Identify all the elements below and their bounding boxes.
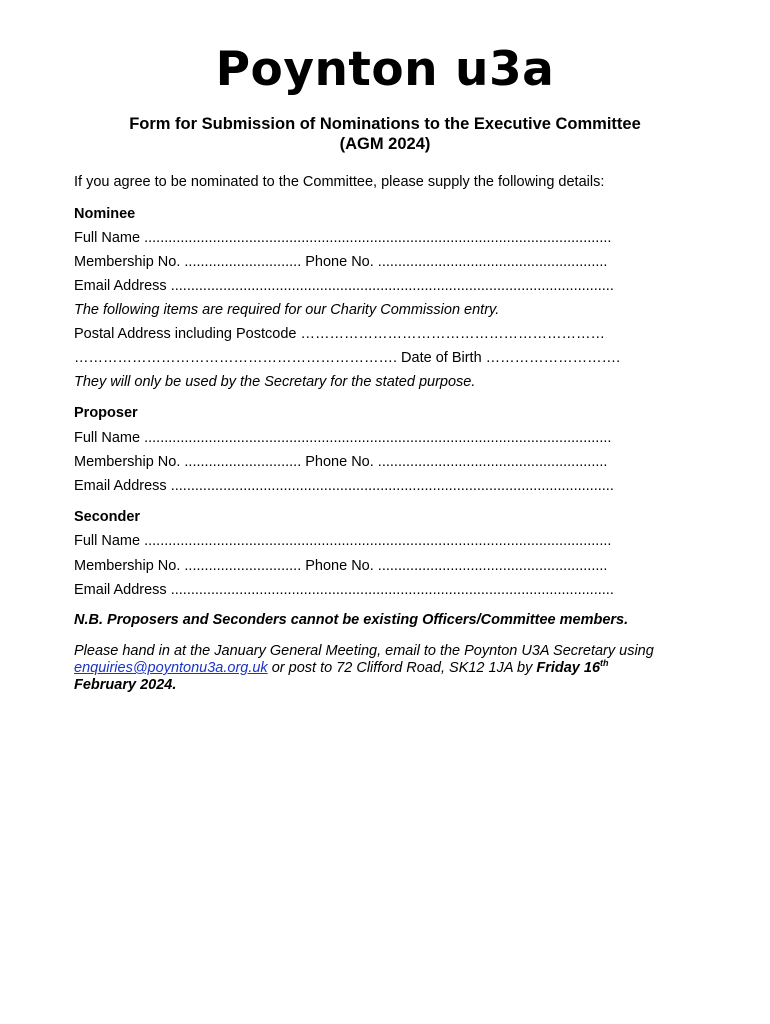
deadline-suffix: th xyxy=(600,658,609,669)
nominee-postal-address-field[interactable]: Postal Address including Postcode ……………………………………………………… xyxy=(74,326,605,342)
nominee-heading: Nominee xyxy=(74,206,136,222)
proposer-membership-phone-field[interactable]: Membership No. ............................. Phone No. ......................................................... xyxy=(74,454,608,470)
hand-in-prefix: Please hand in at the January General Meeting, email to the Poynton U3A Secretary using xyxy=(74,643,654,659)
nominee-membership-phone-field[interactable]: Membership No. ............................. Phone No. ......................................................... xyxy=(74,254,608,270)
seconder-email-field[interactable]: Email Address .............................................................................................................. xyxy=(74,582,614,598)
nb-note: N.B. Proposers and Seconders cannot be existing Officers/Committee members. xyxy=(74,612,629,628)
nominee-email-field[interactable]: Email Address .............................................................................................................. xyxy=(74,278,614,294)
secretary-email-link[interactable]: enquiries@poyntonu3a.org.uk xyxy=(74,660,268,676)
secretary-use-note: They will only be used by the Secretary for the stated purpose. xyxy=(74,374,476,390)
charity-commission-note: The following items are required for our Charity Commission entry. xyxy=(74,302,500,318)
proposer-full-name-field[interactable]: Full Name .................................................................................................................... xyxy=(74,430,612,446)
deadline-rest: February 2024. xyxy=(74,677,177,693)
hand-in-middle: or post to 72 Clifford Road, SK12 1JA by xyxy=(267,660,537,676)
seconder-membership-phone-field[interactable]: Membership No. ............................. Phone No. ......................................................... xyxy=(74,558,608,574)
proposer-heading: Proposer xyxy=(74,405,138,421)
poynton-u3a-logo: Poynton u3a xyxy=(215,42,555,97)
nominee-postal-dob-field[interactable]: …………………………………………………………. Date of Birth ………………………. xyxy=(74,350,621,366)
seconder-heading: Seconder xyxy=(74,509,141,525)
seconder-full-name-field[interactable]: Full Name .................................................................................................................... xyxy=(74,533,612,549)
proposer-email-field[interactable]: Email Address .............................................................................................................. xyxy=(74,478,614,494)
form-subtitle: (AGM 2024) xyxy=(339,135,431,153)
deadline-day: Friday 16 xyxy=(536,660,601,676)
nominee-full-name-field[interactable]: Full Name .................................................................................................................... xyxy=(74,230,612,246)
form-title: Form for Submission of Nominations to the Executive Committee xyxy=(129,115,641,133)
hand-in-instructions xyxy=(74,643,704,694)
intro-text: If you agree to be nominated to the Committee, please supply the following details: xyxy=(74,174,605,190)
